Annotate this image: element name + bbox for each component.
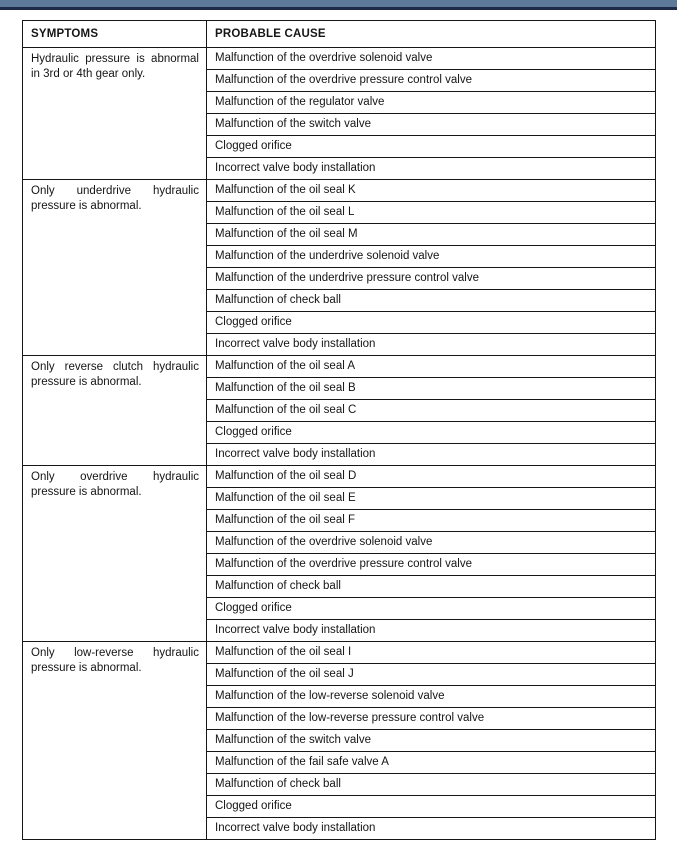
top-bar-band [0,0,677,7]
cause-cell: Malfunction of the overdrive solenoid valve [207,48,656,70]
cause-cell: Malfunction of the fail safe valve A [207,752,656,774]
cause-cell: Malfunction of the oil seal I [207,642,656,664]
symptom-cell: Hydraulic pressure is abnormal in 3rd or 4th gear only. [23,48,207,180]
table-body [23,48,656,840]
cause-cell: Incorrect valve body installation [207,444,656,466]
cause-cell: Malfunction of the overdrive pressure control valve [207,70,656,92]
table-row [23,180,656,202]
cause-cell: Malfunction of the switch valve [207,730,656,752]
cause-cell: Clogged orifice [207,422,656,444]
troubleshooting-table-container [22,20,656,840]
cause-cell: Clogged orifice [207,136,656,158]
cause-cell: Malfunction of the low-reverse pressure control valve [207,708,656,730]
cause-cell: Incorrect valve body installation [207,334,656,356]
symptom-cell: Only underdrive hydraulic pressure is abnormal. [23,180,207,356]
top-bar-underline [0,7,677,10]
cause-cell: Malfunction of check ball [207,576,656,598]
cause-cell: Malfunction of the oil seal C [207,400,656,422]
table-row [23,356,656,378]
troubleshooting-table [22,20,656,840]
cause-cell: Malfunction of the low-reverse solenoid valve [207,686,656,708]
cause-cell: Malfunction of the underdrive pressure control valve [207,268,656,290]
cause-cell: Malfunction of check ball [207,774,656,796]
cause-cell: Clogged orifice [207,312,656,334]
cause-cell: Malfunction of the oil seal K [207,180,656,202]
cause-cell: Malfunction of the regulator valve [207,92,656,114]
table-row [23,48,656,70]
cause-cell: Malfunction of the oil seal J [207,664,656,686]
cause-cell: Malfunction of the underdrive solenoid valve [207,246,656,268]
cause-cell: Malfunction of the oil seal M [207,224,656,246]
table-header-row [23,21,656,48]
cause-cell: Malfunction of the oil seal A [207,356,656,378]
cause-cell: Malfunction of check ball [207,290,656,312]
cause-cell: Malfunction of the oil seal D [207,466,656,488]
cause-cell: Malfunction of the oil seal B [207,378,656,400]
column-header-probable-cause: PROBABLE CAUSE [207,21,656,48]
cause-cell: Clogged orifice [207,598,656,620]
cause-cell: Incorrect valve body installation [207,158,656,180]
cause-cell: Malfunction of the overdrive solenoid valve [207,532,656,554]
symptom-cell: Only low-reverse hydraulic pressure is abnormal. [23,642,207,840]
cause-cell: Incorrect valve body installation [207,818,656,840]
cause-cell: Clogged orifice [207,796,656,818]
table-row [23,466,656,488]
column-header-symptoms: SYMPTOMS [23,21,207,48]
cause-cell: Incorrect valve body installation [207,620,656,642]
table-row [23,642,656,664]
page-top-accent-bar [0,0,677,10]
cause-cell: Malfunction of the oil seal F [207,510,656,532]
symptom-cell: Only reverse clutch hydraulic pressure is abnormal. [23,356,207,466]
cause-cell: Malfunction of the oil seal E [207,488,656,510]
cause-cell: Malfunction of the switch valve [207,114,656,136]
cause-cell: Malfunction of the oil seal L [207,202,656,224]
cause-cell: Malfunction of the overdrive pressure control valve [207,554,656,576]
symptom-cell: Only overdrive hydraulic pressure is abnormal. [23,466,207,642]
